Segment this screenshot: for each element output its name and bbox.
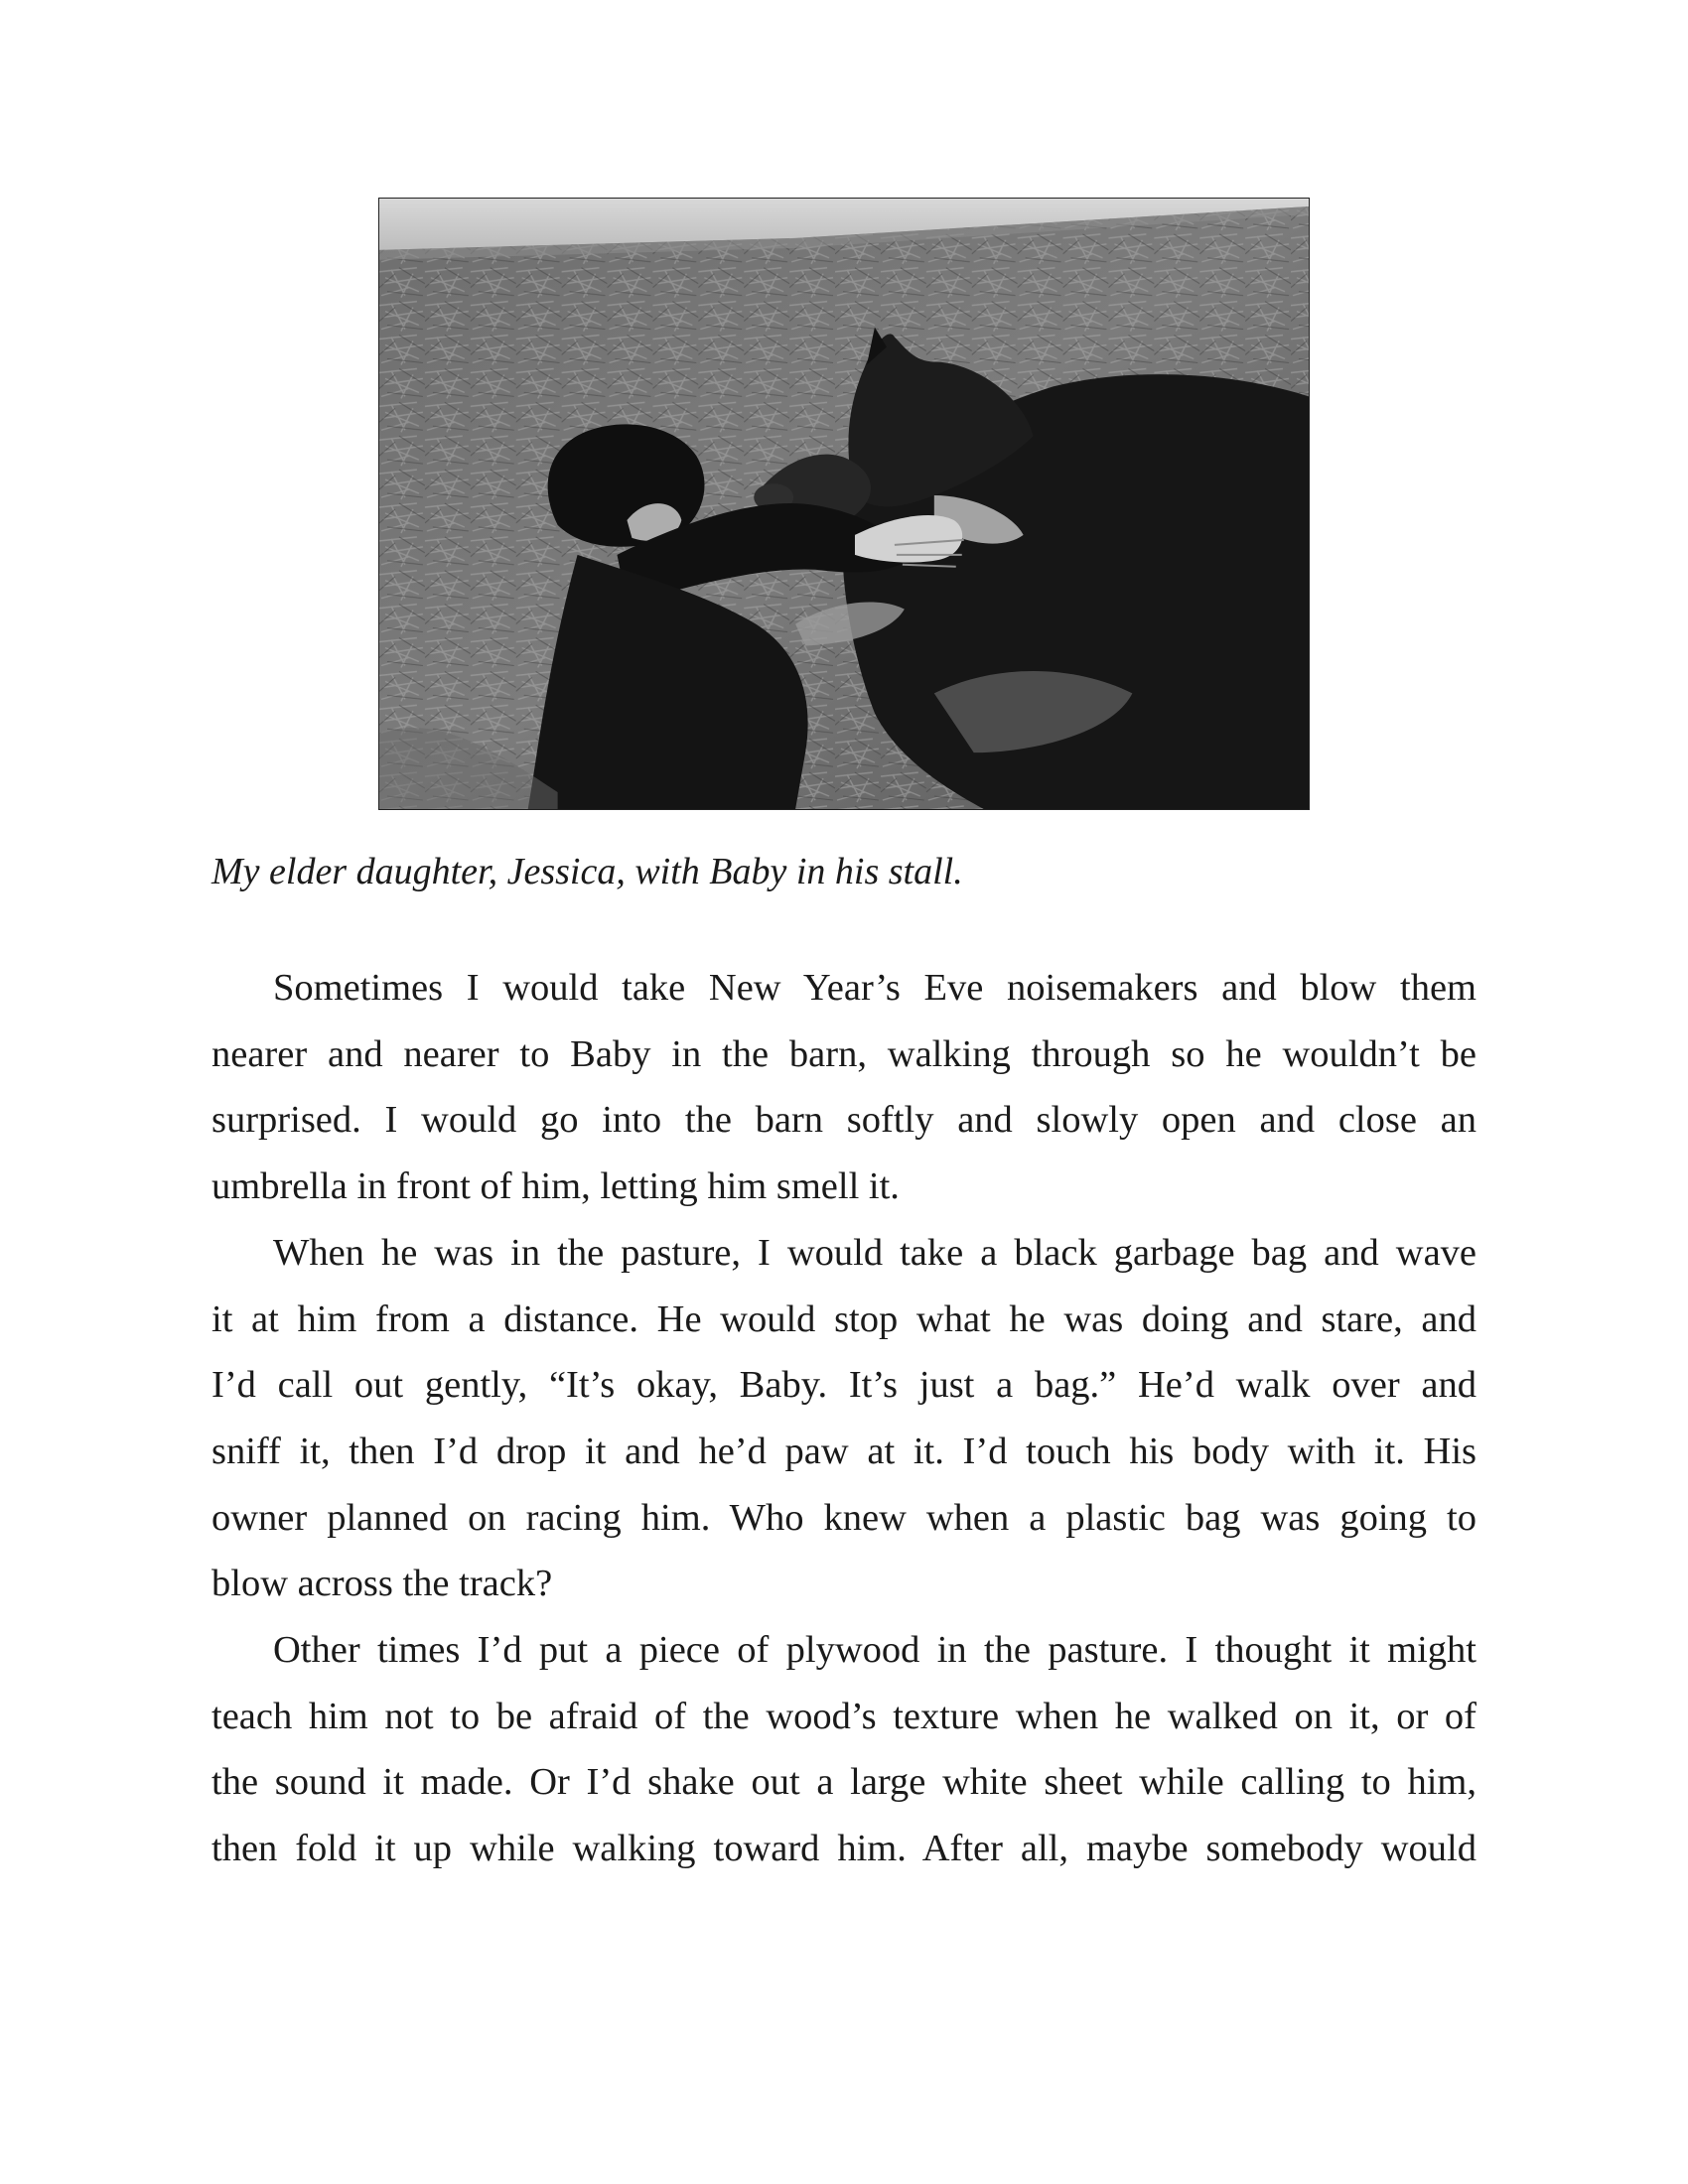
text-line: it at him from a distance. He would stop what he was doing and stare, and — [211, 1297, 1477, 1340]
text-line: Sometimes I would take New Year’s Eve noisemakers and blow them — [273, 967, 1477, 1009]
text-line: nearer and nearer to Baby in the barn, walking through so he wouldn’t be — [211, 1032, 1477, 1075]
paragraph — [211, 955, 1477, 1220]
text-line: then fold it up while walking toward him. After all, maybe somebody would — [211, 1828, 1477, 1870]
photo-caption: My elder daughter, Jessica, with Baby in his stall. — [211, 851, 963, 892]
text-line: surprised. I would go into the barn softly and slowly open and close an — [211, 1099, 1477, 1142]
paragraph — [211, 1617, 1477, 1882]
paragraph — [211, 1220, 1477, 1617]
text-line: umbrella in front of him, letting him smell it. — [211, 1165, 900, 1208]
photo-illustration — [379, 199, 1309, 809]
text-line: teach him not to be afraid of the wood’s texture when he walked on it, or of — [211, 1695, 1477, 1737]
text-line: When he was in the pasture, I would take a black garbage bag and wave — [273, 1231, 1477, 1274]
text-line: sniff it, then I’d drop it and he’d paw at it. I’d touch his body with it. His — [211, 1430, 1477, 1472]
text-line: Other times I’d put a piece of plywood in the pasture. I thought it might — [273, 1629, 1477, 1672]
body-text — [211, 955, 1477, 1882]
text-line: blow across the track? — [211, 1563, 553, 1605]
photo-girl-with-foal — [378, 198, 1310, 810]
text-line: I’d call out gently, “It’s okay, Baby. It’s just a bag.” He’d walk over and — [211, 1364, 1477, 1407]
text-line: owner planned on racing him. Who knew when a plastic bag was going to — [211, 1496, 1477, 1539]
text-line: the sound it made. Or I’d shake out a large white sheet while calling to him, — [211, 1761, 1477, 1804]
